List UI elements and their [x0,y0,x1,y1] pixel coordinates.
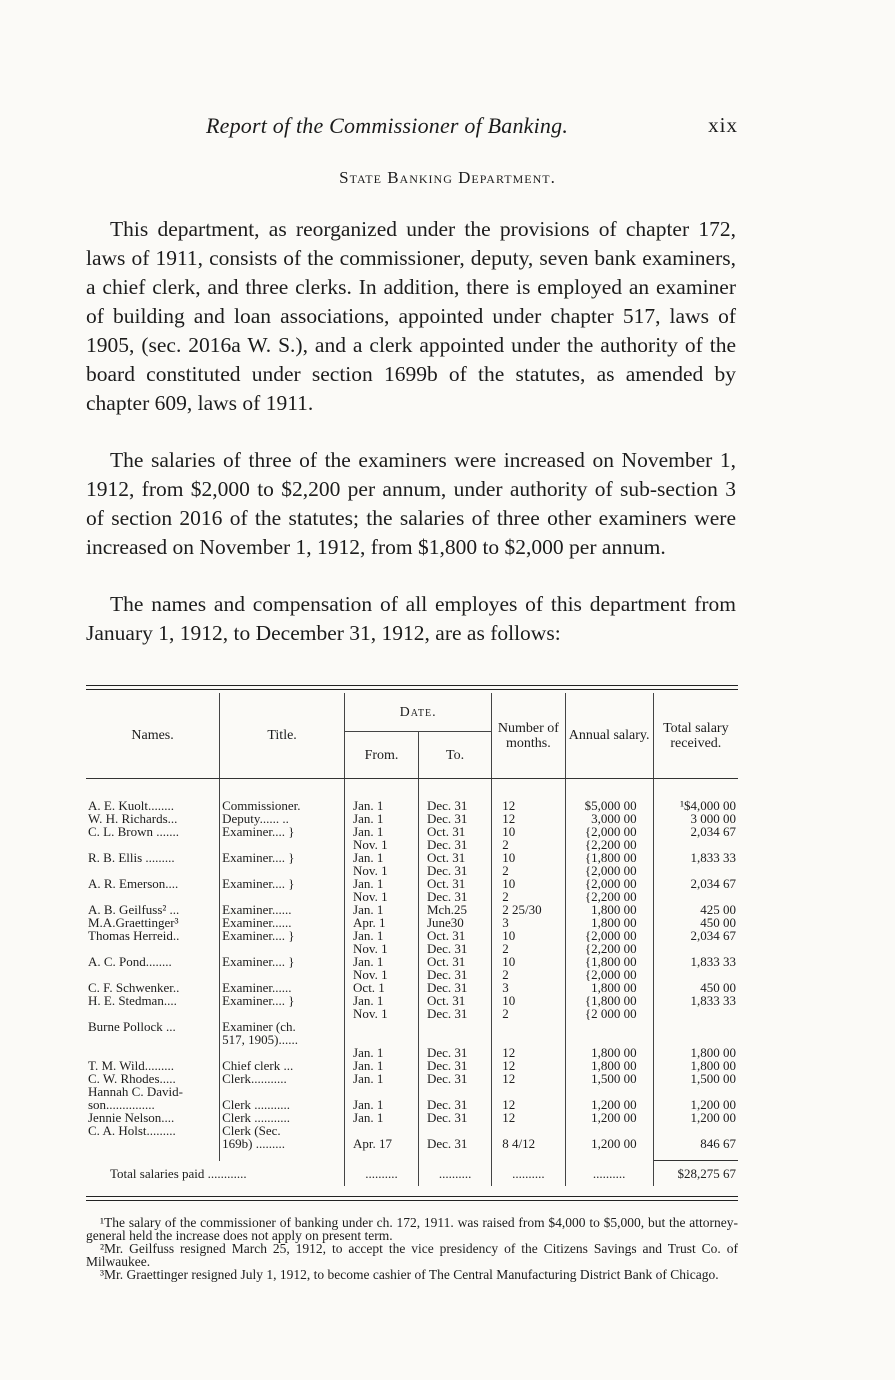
cell-months: 3 [492,916,565,929]
spacer-cell [418,1150,491,1161]
cell-to: Dec. 31 [418,1124,491,1150]
total-salaries-value: $28,275 67 [653,1161,738,1187]
cell-name: T. M. Wild......... [88,1058,175,1073]
cell-to: Oct. 31 Dec. 31 [418,955,491,981]
table-row [86,1059,738,1072]
cell-total-salary: 2,034 67 [653,877,738,903]
cell-to: Dec. 31 [418,1072,491,1085]
cell-title: Examiner.... } [220,994,345,1020]
table-bottom-rule-inner [86,1200,738,1201]
cell-months: 12 [492,1111,565,1124]
cell-months: 10 2 [492,851,565,877]
cell-to: Dec. 31 [418,1059,491,1072]
table-row [86,1111,738,1124]
paragraph-organization: This department, as reorganized under the provisions of chapter 172, laws of 1911, consists of the commissioner, deputy, seven bank examiners, a chief clerk, and three clerks. In addition, there is employed an examiner of building and loan associations, appointed under chapter 517, laws of 1905, (sec. 2016a W. S.), and a clerk appointed under the authority of the board constituted under section 1699b of the statutes, as amended by chapter 609, laws of 1911. [86,217,736,415]
footnotes [86,1216,738,1281]
cell-title: Examiner.... } [220,877,345,903]
total-row [86,1161,738,1187]
footnote-3: ³Mr. Graettinger resigned July 1, 1912, to become cashier of The Central Manufacturing District Bank of Chicago. [100,1267,719,1282]
cell-from: Jan. 1 Nov. 1 [345,851,419,877]
cell-title: Clerk (Sec. 169b) ......... [220,1124,345,1150]
spacer-cell [653,779,738,800]
footnote-2: ²Mr. Geilfuss resigned March 25, 1912, to accept the vice presidency of the Citizens Savings and Trust Co. of Milwaukee. [86,1241,738,1269]
cell-name: C. L. Brown ....... [88,824,179,839]
cell-annual-salary: 1,800 00 [565,1020,653,1059]
table-spacer-row [86,779,738,800]
table-bottom-rule [86,1196,738,1197]
cell-to: Oct. 31 Dec. 31 [418,877,491,903]
spacer-cell [86,779,220,800]
cell-months: 8 4/12 [492,1124,565,1150]
column-header-annual-salary: Annual salary. [565,693,653,779]
cell-from: Jan. 1 [345,799,419,812]
cell-name: A. E. Kuolt........ [88,798,174,813]
cell-months: 2 25/30 [492,903,565,916]
cell-months: 12 [492,1059,565,1072]
cell-months: 10 2 [492,994,565,1020]
paragraph-salary-increases: The salaries of three of the examiners were increased on November 1, 1912, from $2,000 to $2,200 per annum, under authority of sub-section 3 of section 2016 of the statutes; the salaries of three other examiners were increased on November 1, 1912, from $1,800 to $2,000 per annum. [86,448,736,559]
cell-annual-salary: 1,800 00 [565,1059,653,1072]
cell-name: A. R. Emerson.... [88,876,179,891]
total-row-blank: .......... [565,1161,653,1187]
column-header-date: Date. [345,693,492,732]
column-header-names: Names. [86,693,220,779]
column-header-to: To. [418,732,491,779]
cell-from: Jan. 1 Nov. 1 [345,994,419,1020]
cell-name: Hannah C. David- son............... [88,1084,183,1112]
running-head [86,113,738,143]
table-row [86,851,738,877]
cell-from: Jan. 1 [345,1111,419,1124]
table-header [86,693,738,779]
spacer-cell [565,779,653,800]
cell-total-salary: 425 00 [653,903,738,916]
total-row-blank: .......... [345,1161,419,1187]
spacer-cell [345,779,419,800]
table-top-rule-inner [86,689,738,690]
cell-to: Dec. 31 [418,1111,491,1124]
footnote-1: ¹The salary of the commissioner of banking under ch. 172, 1911. was raised from $4,000 to $5,000, but the attorney-general held the increase does not apply on present term. [86,1215,738,1243]
table-row [86,1124,738,1150]
cell-title: Deputy...... .. [220,812,345,825]
cell-to: Dec. 31 [418,799,491,812]
table-spacer-row [86,1150,738,1161]
cell-title: Examiner.... } [220,929,345,955]
total-salaries-label: Total salaries paid ............ [110,1165,247,1181]
cell-annual-salary: 1,500 00 [565,1072,653,1085]
table-body [86,779,738,1187]
table-top-rule [86,685,738,686]
cell-title: Clerk........... [220,1072,345,1085]
cell-total-salary: 2,034 67 [653,929,738,955]
cell-title: Examiner...... [220,916,345,929]
cell-from: Oct. 1 [345,981,419,994]
cell-to: Oct. 31 Dec. 31 [418,851,491,877]
column-header-total-salary: Total salary received. [653,693,738,779]
total-row-blank: .......... [418,1161,491,1187]
cell-months: 12 [492,812,565,825]
cell-name: M.A.Graettinger³ [88,915,179,930]
cell-to: Dec. 31 [418,1085,491,1111]
spacer-cell [492,779,565,800]
cell-name: A. C. Pond........ [88,954,172,969]
spacer-cell [492,1150,565,1161]
cell-title: Clerk ........... [220,1111,345,1124]
table-row [86,955,738,981]
table-row [86,1085,738,1111]
cell-annual-salary: 3,000 00 [565,812,653,825]
cell-to: Mch.25 [418,903,491,916]
cell-from: Jan. 1 [345,903,419,916]
cell-months: 12 [492,1085,565,1111]
cell-to: Oct. 31 Dec. 31 [418,994,491,1020]
table-row [86,981,738,994]
cell-name: W. H. Richards... [88,811,178,826]
cell-annual-salary: {1,800 00 {2 000 00 [565,994,653,1020]
cell-from: Apr. 17 [345,1124,419,1150]
cell-months: 10 2 [492,929,565,955]
cell-total-salary: 846 67 [653,1124,738,1150]
cell-title: Examiner.... } [220,955,345,981]
cell-name: C. A. Holst......... [88,1123,176,1138]
cell-to: Dec. 31 [418,1020,491,1059]
cell-months: 10 2 [492,825,565,851]
table-row [86,1020,738,1059]
cell-title: Examiner (ch. 517, 1905)...... [220,1020,345,1059]
cell-title: Examiner...... [220,903,345,916]
cell-from: Jan. 1 Nov. 1 [345,929,419,955]
cell-total-salary: 1,800 00 [653,1059,738,1072]
running-title: Report of the Commissioner of Banking. [206,113,569,138]
cell-title: Examiner.... } [220,851,345,877]
cell-from: Jan. 1 [345,812,419,825]
cell-from: Jan. 1 Nov. 1 [345,825,419,851]
cell-total-salary: 2,034 67 [653,825,738,851]
table-row [86,877,738,903]
cell-to: Dec. 31 [418,981,491,994]
cell-name: H. E. Stedman.... [88,993,177,1008]
cell-total-salary: 1,833 33 [653,851,738,877]
table-row [86,825,738,851]
cell-from: Jan. 1 [345,1085,419,1111]
cell-name: C. W. Rhodes..... [88,1071,176,1086]
cell-from: Jan. 1 Nov. 1 [345,877,419,903]
paragraph-employee-list-intro: The names and compensation of all employes of this department from January 1, 1912, to December 31, 1912, are as follows: [86,592,736,645]
cell-annual-salary: 1,200 00 [565,1085,653,1111]
total-row-blank: .......... [492,1161,565,1187]
table-row [86,994,738,1020]
cell-annual-salary: {1,800 00 {2,000 00 [565,851,653,877]
cell-annual-salary: 1,200 00 [565,1111,653,1124]
column-header-title: Title. [220,693,345,779]
table-row [86,1072,738,1085]
spacer-cell [418,779,491,800]
column-header-months: Number of months. [492,693,565,779]
table-row [86,812,738,825]
cell-total-salary: 450 00 [653,981,738,994]
spacer-cell [653,1150,738,1161]
cell-from: Jan. 1 Nov. 1 [345,955,419,981]
cell-annual-salary: 1,800 00 [565,981,653,994]
column-header-from: From. [345,732,419,779]
cell-title: Clerk ........... [220,1085,345,1111]
cell-name: Thomas Herreid.. [88,928,180,943]
cell-months: 12 [492,1072,565,1085]
cell-name: Burne Pollock ... [88,1019,176,1034]
cell-title: Chief clerk ... [220,1059,345,1072]
cell-title: Examiner...... [220,981,345,994]
cell-annual-salary: 1,800 00 [565,916,653,929]
cell-from: Jan. 1 [345,1072,419,1085]
cell-total-salary: 1,500 00 [653,1072,738,1085]
cell-from: Apr. 1 [345,916,419,929]
cell-name: A. B. Geilfuss² ... [88,902,180,917]
cell-total-salary: 1,833 33 [653,994,738,1020]
spacer-cell [220,779,345,800]
cell-from: Jan. 1 [345,1059,419,1072]
cell-months: 12 [492,799,565,812]
cell-total-salary: ¹$4,000 00 [653,799,738,812]
cell-annual-salary: $5,000 00 [565,799,653,812]
table-row [86,799,738,812]
cell-name: R. B. Ellis ......... [88,850,175,865]
cell-annual-salary: {2,000 00 {2,200 00 [565,929,653,955]
cell-name: Jennie Nelson.... [88,1110,175,1125]
table-row [86,929,738,955]
cell-to: Oct. 31 Dec. 31 [418,825,491,851]
cell-annual-salary: 1,200 00 [565,1124,653,1150]
spacer-cell [86,1150,220,1161]
cell-annual-salary: {2,000 00 {2,200 00 [565,877,653,903]
spacer-cell [220,1150,345,1161]
cell-to: Dec. 31 [418,812,491,825]
cell-title: Commissioner. [220,799,345,812]
cell-total-salary: 450 00 [653,916,738,929]
employee-salary-table [86,693,738,1186]
table-row [86,916,738,929]
cell-annual-salary: {1,800 00 {2,000 00 [565,955,653,981]
cell-total-salary: 3 000 00 [653,812,738,825]
cell-from: Jan. 1 [345,1020,419,1059]
cell-to: Oct. 31 Dec. 31 [418,929,491,955]
cell-total-salary: 1,800 00 [653,1020,738,1059]
cell-total-salary: 1,200 00 [653,1085,738,1111]
cell-months: 3 [492,981,565,994]
cell-total-salary: 1,833 33 [653,955,738,981]
cell-annual-salary: 1,800 00 [565,903,653,916]
cell-months: 10 2 [492,955,565,981]
cell-months: 10 2 [492,877,565,903]
cell-total-salary: 1,200 00 [653,1111,738,1124]
spacer-cell [345,1150,419,1161]
table-row [86,903,738,916]
spacer-cell [565,1150,653,1161]
section-title: State Banking Department. [339,168,556,187]
page-number: xix [708,113,738,137]
cell-title: Examiner.... } [220,825,345,851]
cell-months: 12 [492,1020,565,1059]
cell-annual-salary: {2,000 00 {2,200 00 [565,825,653,851]
cell-to: June30 [418,916,491,929]
cell-name: C. F. Schwenker.. [88,980,180,995]
